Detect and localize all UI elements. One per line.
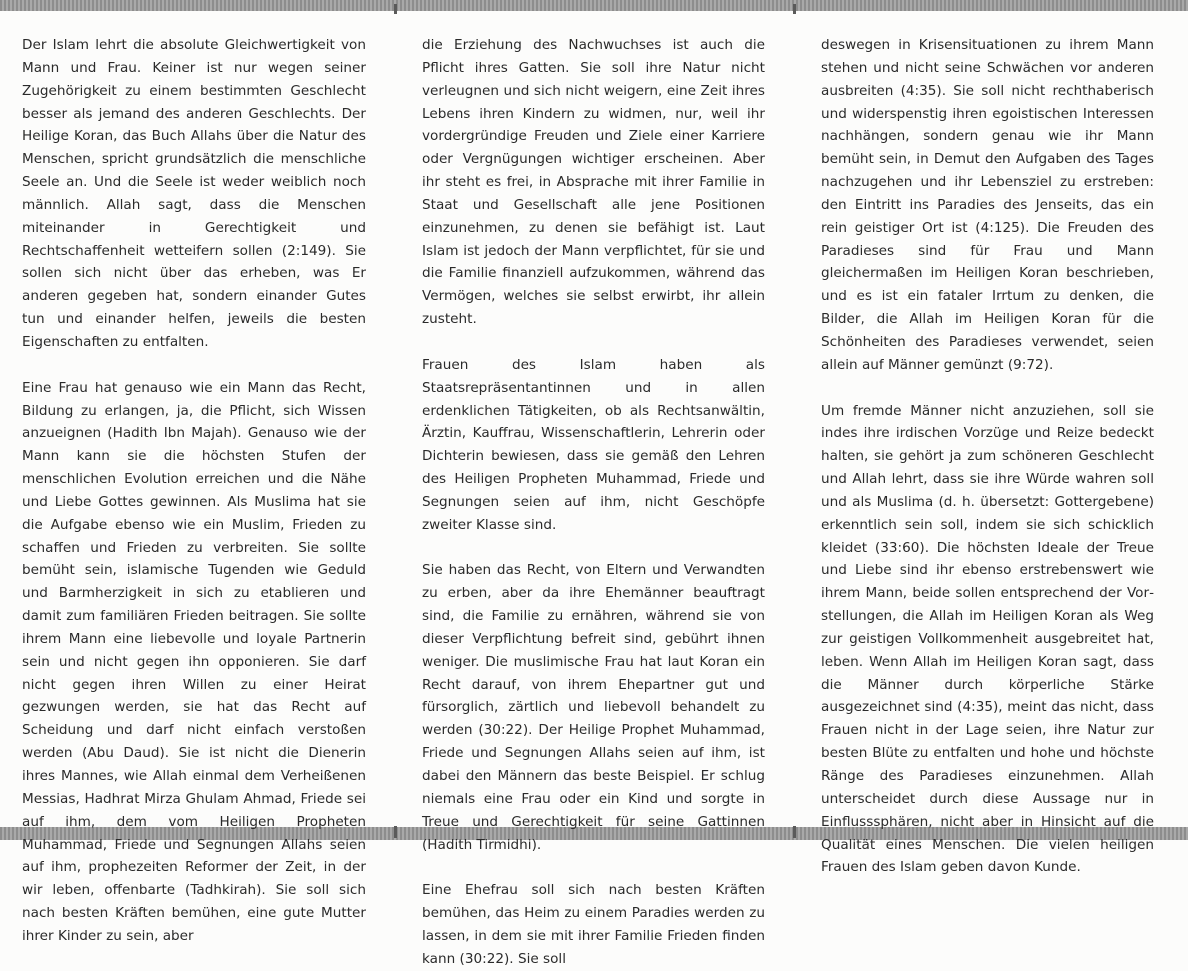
paragraph: die Erziehung des Nachwuchses ist auch die Pflicht ihres Gatten. Sie soll ihre Natur nicht verleugnen und sich nicht weigern, eine Zeit ihres Lebens ihren Kindern zu widmen, nur, weil ihr vordergründige Freuden und Ziele einer Karriere oder Vergnügungen wichtiger erscheinen. Aber ihr steht es frei, in Absprache mit ihrer Familie in Staat und Gesellschaft alle jene Positionen einzunehmen, zu denen sie befähigt ist. Laut Islam ist jedoch der Mann verpflichtet, für sie und die Familie finanziell aufzukommen, während das Vermögen, welches sie selbst erwirbt, ihr allein zusteht. — [422, 37, 765, 328]
paragraph: Um fremde Männer nicht anzuziehen, soll sie indes ihre irdischen Vorzüge und Reize bedeckt halten, sie gehört ja zum schöneren Geschlecht und Allah lehrt, dass sie ihre Würde wahren soll und als Muslima (d. h. übersetzt: Gottergebene) erkenntlich sein soll, indem sie sich schicklich kleidet (33:60). Die höchsten Ideale der Treue und Liebe sind ihr ebenso erstrebenswert wie ihrem Mann, beide sollen entsprechend der Vorstellungen, die Allah im Heiligen Koran als Weg zur geistigen Vollkommenheit ausgebreitet hat, leben. Wenn Allah im Heiligen Koran sagt, dass die Männer durch körperliche Stärke ausgezeichnet sind (4:35), meint das nicht, dass Frauen nicht in der Lage seien, ihre Natur zur besten Blüte zu entfalten und hohe und höchste Ränge des Paradieses einzunehmen. Allah unterscheidet durch diese Aussage nur in Einflusssphären, nicht aber in Hinsicht auf die Qualität eines Menschen. Die vielen heiligen Frauen des Islam geben davon Kunde. — [821, 402, 1154, 876]
top-edge-band — [0, 0, 1188, 11]
paragraph: deswegen in Krisensituationen zu ihrem Mann stehen und nicht seine Schwächen vor anderen ausbreiten (4:35). Sie soll nicht rechthaberisch und widerspenstig ihren egoistischen Interessen nachhängen, sondern genau wie ihr Mann bemüht sein, in Demut den Aufgaben des Tages nachzugehen und ihr Lebensziel zu erstreben: den Eintritt ins Paradies des Jenseits, das ein rein geistiger Ort ist (4:125). Die Freuden des Paradieses sind für Frau und Mann gleichermaßen im Heiligen Koran beschrieben, und es ist ein fataler Irrtum zu denken, die Bilder, die Allah im Heiligen Koran für die Schönheiten des Paradieses verwendet, seien allein auf Männer gemünzt (9:72). — [821, 37, 1154, 373]
paragraph: Eine Ehefrau soll sich nach besten Kräften bemühen, das Heim zu einem Paradies werden zu lassen, in dem sie mit ihrer Familie Frieden finden kann (30:22). Sie soll — [422, 882, 765, 967]
fold-line-left — [394, 0, 397, 840]
paragraph: Der Islam lehrt die absolute Gleichwertigkeit von Mann und Frau. Keiner ist nur wegen seiner Zugehörigkeit zu einem bestimmten Geschlecht besser als jemand des anderen Geschlechts. Der Heilige Koran, das Buch Allahs über die Natur des Menschen, spricht grundsätzlich die menschliche Seele an. Und die Seele ist weder weiblich noch männlich. Allah sagt, dass die Menschen miteinander in Gerechtigkeit und Rechtschaffenheit wetteifern sollen (2:149). Sie sollen sich nicht über das erheben, was Er anderen gegeben hat, sondern einander Gutes tun und einander helfen, jeweils die besten Eigenschaften zu entfalten. — [22, 37, 366, 350]
text-column-2 — [422, 34, 765, 971]
text-column-3 — [821, 34, 1154, 879]
text-column-1 — [22, 34, 366, 948]
paragraph: Eine Frau hat genauso wie ein Mann das Recht, Bildung zu erlangen, ja, die Pflicht, sich Wissen anzueignen (Hadith Ibn Majah). Genauso wie der Mann kann sie die höchsten Stufen der menschlichen Evolution erreichen und die Nähe und Liebe Gottes gewinnen. Als Muslima hat sie die Aufgabe ebenso wie ein Muslim, Frieden zu schaffen und Frieden zu verbreiten. Sie sollte bemüht sein, islamische Tugenden wie Geduld und Barmherzigkeit in sich zu etablieren und damit zum familiären Frieden beitragen. Sie sollte ihrem Mann eine liebevolle und loyale Partnerin sein und nicht gegen ihn opponieren. Sie darf nicht gegen ihren Willen zu einer Heirat gezwungen werden, sie hat das Recht auf Scheidung und darf nicht einfach verstoßen werden (Abu Daud). Sie ist nicht die Dienerin ihres Mannes, wie Allah einmal dem Verheißenen Messias, Hadhrat Mirza Ghulam Ahmad, Friede sei auf ihm, dem vom Heiligen Propheten Muhammad, Friede und Segnungen Allahs seien auf ihm, prophezeiten Reformer der Zeit, in der wir leben, offenbarte (Tadhkirah). Sie soll sich nach besten Kräften bemühen, eine gute Mutter ihrer Kinder zu sein, aber — [22, 379, 366, 944]
paragraph: Sie haben das Recht, von Eltern und Verwandten zu erben, aber da ihre Ehemänner beauftragt sind, die Familie zu ernähren, während sie von dieser Verpflichtung befreit sind, gebührt ihnen weniger. Die muslimische Frau hat laut Koran ein Recht darauf, von ihrem Ehepartner gut und fürsorglich, zärtlich und liebevoll behandelt zu werden (30:22). Der Heilige Prophet Muhammad, Friede und Segnungen Allahs seien auf ihm, ist dabei den Männern das beste Beispiel. Er schlug niemals eine Frau oder ein Kind und sorgte in Treue und Gerechtigkeit für seine Gattinnen (Hadith Tirmidhi). — [422, 562, 765, 853]
fold-line-right — [793, 0, 796, 840]
paragraph: Frauen des Islam haben als Staatsrepräsentantinnen und in allen erdenklichen Tätigkeiten, ob als Rechtsanwältin, Ärztin, Kauffrau, Wissenschaftlerin, Lehrerin oder Dichterin bewiesen, dass sie gemäß den Lehren des Heiligen Propheten Muhammad, Friede und Segnungen seien auf ihm, nicht Geschöpfe zweiter Klasse sind. — [422, 356, 765, 533]
